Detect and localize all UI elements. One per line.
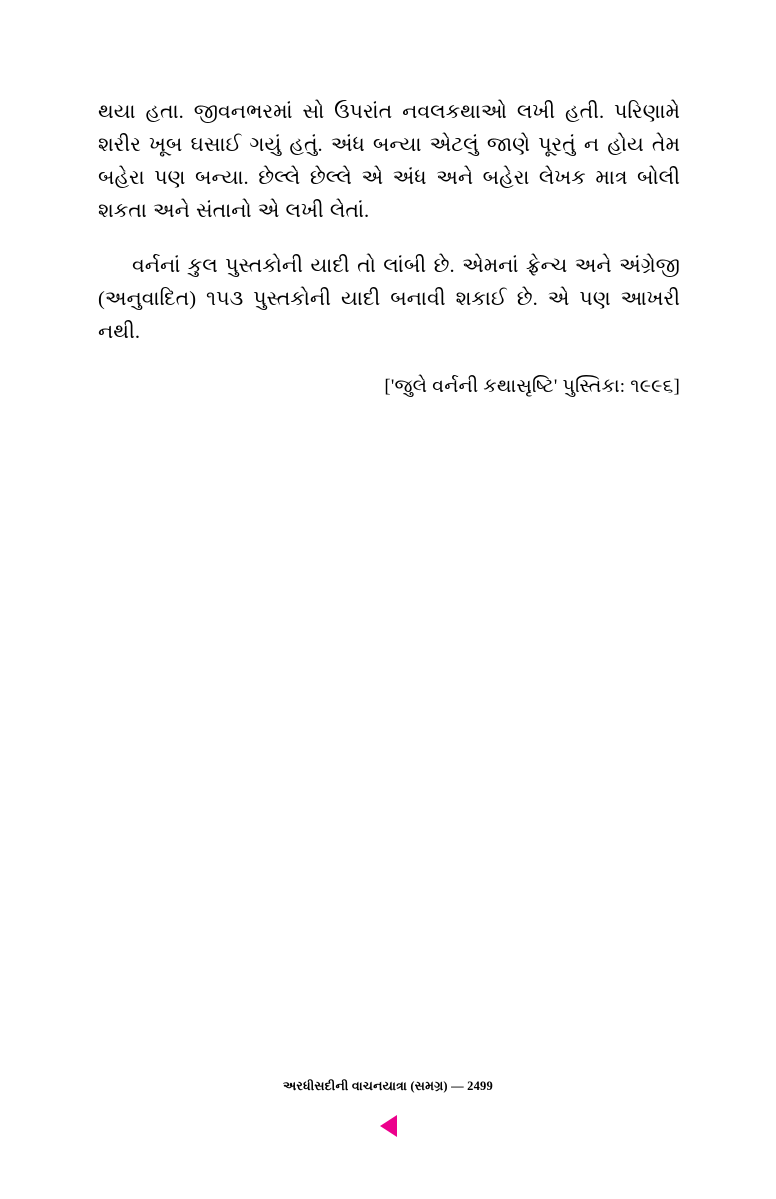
page-navigation[interactable] xyxy=(0,1115,776,1137)
page-content xyxy=(98,96,680,422)
body-paragraph-1: થયા હતા. જીવનભરમાં સો ઉપરાંત નવલકથાઓ લખી હતી. પરિણામે શરીર ખૂબ ઘસાઈ ગયું હતું. અંધ બન્યા એટલું જાણે પૂરતું ન હોય તેમ બહેરા પણ બન્યા. છેલ્લે છેલ્લે એ અંધ અને બહેરા લેખક માત્ર બોલી શકતા અને સંતાનો એ લખી લેતાં. xyxy=(98,101,680,222)
triangle-left-icon[interactable] xyxy=(380,1115,397,1137)
body-paragraph-2: વર્નનાં કુલ પુસ્તકોની યાદી તો લાંબી છે. એમનાં ફ્રેન્ચ અને અંગ્રેજી (અનુવાદિત) ૧૫૩ પુસ્તકોની યાદી બનાવી શકાઈ છે. એ પણ આખરી નથી. xyxy=(98,255,680,343)
page-footer: અરધીસદીની વાચનયાત્રા (સમગ્ર) — 2499 xyxy=(283,1079,493,1093)
source-citation: ['જુલે વર્નની કથાસૃષ્ટિ' પુસ્તિકા: ૧૯૯૬] xyxy=(384,376,680,397)
